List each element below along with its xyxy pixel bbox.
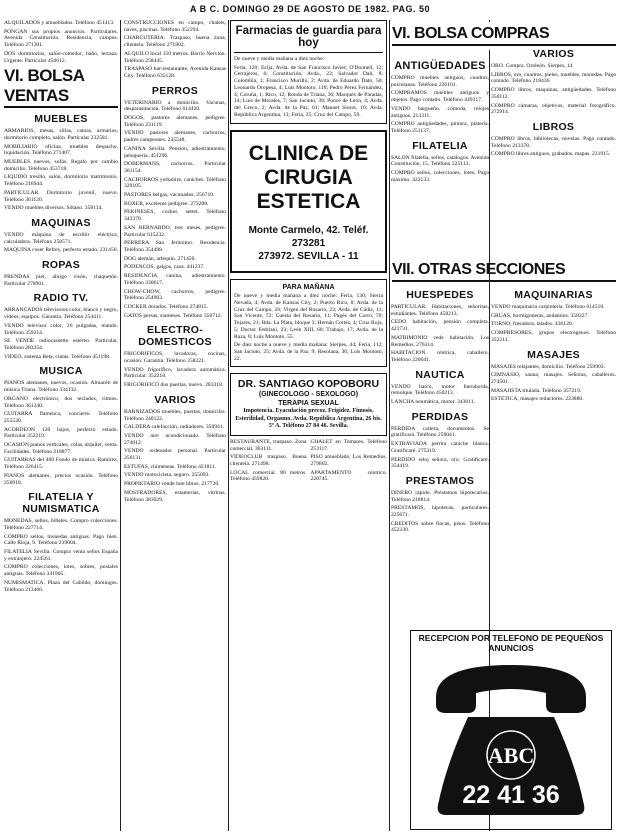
- classified-ad: COMPRO cámaras, objetivos, material fotográfico. 272914.: [491, 102, 616, 116]
- pharmacy-tomorrow-title: PARA MAÑANA: [282, 284, 335, 292]
- clinic-address: Monte Carmelo, 42. Teléf. 273281: [248, 225, 369, 250]
- classified-ad: ORO. Compra. Oroleón. Sierpes, 14.: [491, 63, 574, 69]
- classified-ad: TRASPASO bar-restaurante, Avenida Kansas City. Teléfono 635128.: [124, 66, 226, 79]
- column-5-lower: [491, 284, 616, 614]
- phone-number: 22 41 36: [462, 781, 560, 809]
- classified-ad: CHARCUTERIA. Traspaso, buena zona, clientela. Teléfono 271802.: [124, 35, 226, 49]
- classified-ad: MONEDAS, sellos, billetes. Compro colecciones. Teléfono 227714.: [4, 518, 118, 531]
- pharmacy-tomorrow-box: [230, 279, 387, 367]
- classified-ad: COMPRO libros antiguos, grabados, mapas. 231915.: [491, 151, 611, 158]
- classified-ad: COCKER dorados. Teléfono 274815.: [124, 303, 208, 310]
- clinic-address: 273972. SEVILLA - 11: [258, 251, 359, 263]
- classified-ad: COMPRO libros, bibliotecas, novelas. Pago contado. Teléfono 213378.: [491, 135, 616, 149]
- classified-ad: CEDO habitación, pensión completa. 421731.: [391, 319, 489, 333]
- classified-ad: TORNO, fresadora, taladro. 436120.: [491, 321, 574, 328]
- category-heading: VARIOS: [532, 48, 575, 60]
- phone-reception-box: [410, 630, 612, 830]
- classified-ad: VENDO aire acondicionado. Teléfono 274012.: [124, 432, 226, 446]
- classified-ad: CHOW-CHOW, cachorros, pedigree. Teléfono 254903.: [124, 288, 226, 302]
- classified-ad: PIANOS alemanes, precios ocasión. Teléfono 250918.: [4, 472, 118, 486]
- classified-ad: LIQUIDO tresillo, salón, dormitorio matrimonio. Teléfono 216944.: [4, 174, 118, 188]
- classified-ad: LANCHA neumática, motor. 343011.: [391, 399, 475, 406]
- classified-ad: LIBROS, oro, cuadros, pieles, muebles, monedas. Pago contado. Teléfono 218436.: [491, 71, 616, 85]
- classified-ad: VENDO barco, motor fueraborda, remolque. Teléfono 450213.: [391, 383, 489, 397]
- col1-top-ads: [4, 20, 118, 64]
- category-heading: FILATELIA Y NUMISMATICA: [22, 491, 100, 516]
- section-title-compras-wrap: [392, 22, 616, 50]
- classified-ad: ALQUILADOS y amueblados. Teléfono 451413.: [4, 20, 115, 26]
- classified-ad: OCASION pianos verticales, colas, alquiler, venta. Facilidades. Teléfono 218877.: [4, 442, 118, 455]
- category-heading: PRESTAMOS: [405, 474, 475, 487]
- classified-ad: MOSTRADORES, estanterías, vitrinas. Teléfono 383029.: [124, 489, 226, 503]
- classified-ad: NUMISMATICA. Plaza del Cabildo, domingos. Teléfono 213466.: [4, 579, 118, 593]
- classified-ad: COMPRO antigüedades, pintura, platería. Teléfono 251137.: [391, 121, 489, 134]
- column-rule: [120, 20, 121, 831]
- classified-ad: ARMARIOS, mesas, sillas, camas, armarios, dormitorio completo, salón. Particular 232581.: [4, 128, 118, 141]
- doctor-ad: [230, 373, 387, 436]
- classified-ad: PODENCOS, galgos, caza. 441237.: [124, 264, 205, 271]
- classified-ad: VENDO bargueño, cómoda, relojes antiguos. 213311.: [391, 105, 489, 119]
- classified-ad: PROPIETARIO vende lote libros. 217720.: [124, 481, 220, 488]
- category-heading: RADIO TV.: [33, 292, 89, 305]
- classified-ad: PERDIDO reloj señora, oro. Gratificaré. 354419.: [391, 456, 489, 470]
- abc-logo-text: ABC: [487, 743, 535, 768]
- classified-ad: BARNIZADOS muebles, puertas, domicilio. Teléfono 240122.: [124, 408, 226, 422]
- category-heading: PERDIDAS: [411, 410, 469, 423]
- classified-ad: PEKINESES, cocker, setter. Teléfono 343370.: [124, 209, 226, 223]
- classified-ad: FRIGORIFICOS, lavadoras, cocinas, ocasión. Garantía. Teléfono 358221.: [124, 351, 226, 365]
- classified-ad: MOBILIARIO oficina, muebles despacho, liquidación. Teléfono 271407.: [4, 143, 118, 157]
- clinic-title: CIRUGIA ESTETICA: [256, 166, 361, 214]
- category-heading: MAQUINAS: [31, 216, 91, 229]
- section-title-otras-secciones: VII. OTRAS SECCIONES: [392, 260, 616, 282]
- classified-ad: MASAJISTA titulada. Teléfono 357219.: [491, 387, 582, 394]
- column-2: [124, 20, 226, 831]
- classified-ad: SALON filatelia, sellos, catálogos. Avenida Constitución, 15. Teléfono 225113.: [391, 154, 489, 168]
- classified-ad: ARRANCADOS televisores color, blanco y negro, videos, equipos. Garantía. Teléfono 254411.: [4, 307, 118, 321]
- pharmacy-list: De nueve y media mañana a diez noche: Feria, 130; Sierra Nevada, 4; Avda. de Kansas City, 2; Puerto Rico, 8; Avda. de la Cruz del Campo, 26; Virgen del Rosario, 23; Avda. de Cádiz, 11; San Vicente, 72; Cuesta del Rosario, 11; Pagés del Corro, 70; Tejares, 21; Bda. La Plata, bloque 3; Hernán Cortés, 4; Cruz Roja, 5; Doctor Fedriani, 23; León XIII, 60; Trabajo, 17; Avda. de la Raza, 8; Luis Montoto, 55.: [234, 293, 383, 340]
- classified-ad: MATRIMONIO cede habitación. Los Remedios. 276314.: [391, 334, 489, 348]
- category-heading: MAQUINARIAS: [514, 289, 593, 301]
- classified-ad: VENDO maquinaria carpintería. Teléfono 614510.: [491, 304, 605, 310]
- classified-ad: FILATELIA Sevilla. Compra venta sellos España y extranjero. 224561.: [4, 549, 118, 562]
- column-5-upper: [491, 48, 616, 254]
- classified-ad: VENDO pastores alemanes, cachorros, padres campeones. 235548.: [124, 130, 226, 144]
- category-heading: ELECTRO-DOMESTICOS: [138, 324, 212, 349]
- phone-reception-label: RECEPCION POR TELEFONO DE PEQUEÑOS ANUNCIOS: [418, 633, 604, 653]
- classified-ad: CONSTRUCCIONES en campo, chalets, naves, piscinas. Teléfono 352294.: [124, 20, 226, 33]
- classified-ad: PISO amueblado, Los Remedios. 279802.: [310, 454, 387, 467]
- category-heading: MASAJES: [527, 348, 580, 361]
- classified-ad: FRIGORIFICO dos puertas, nuevo. 283318.: [124, 382, 224, 389]
- classified-ad: MAQUINA coser Refrey, perfecto estado. 231456.: [4, 247, 118, 254]
- classified-ad: ALQUILO local 150 metros. Barrio Nervión. Teléfono 258445.: [124, 50, 226, 64]
- classified-ad: SE VENDE radiocassette estéreo. Particular. Teléfono 283354.: [4, 338, 118, 351]
- classified-ad: HABITACION céntrica, caballero. Teléfono 220041.: [391, 350, 489, 363]
- section-title-bolsa-compras: VI. BOLSA COMPRAS: [392, 24, 616, 46]
- telephone-icon: [426, 655, 596, 820]
- pharmacy-intro: De nueve y media mañana a diez noche:: [234, 56, 325, 62]
- classified-ad: GATOS persas, siameses. Teléfono 350712.: [124, 312, 223, 319]
- section-title-bolsa-ventas: VI. BOLSA VENTAS: [4, 66, 118, 108]
- pharmacy-list: De diez noche a nueve y media mañana: Sierpes, 44; Feria, 112; San Jacinto, 25; Avda. de la Paz, 9; Resolana, 36; Luis Montoto, 22.: [234, 342, 383, 362]
- classified-ad: COMPRO muebles antiguos, cuadros, porcelanas. Teléfono 226101.: [391, 75, 489, 88]
- classified-ad: VIDEO, sistema Beta, cintas. Teléfono 451198.: [4, 353, 111, 360]
- category-heading: ANTIGÜEDADES: [394, 60, 486, 72]
- category-heading: HUESPEDES: [406, 289, 474, 301]
- classified-ad: VENDO motocicleta, seguro. 255093.: [124, 472, 210, 479]
- section-title-otras-wrap: [392, 258, 616, 286]
- category-heading: NAUTICA: [415, 368, 465, 381]
- classified-ad: VENDO ordenador personal. Particular 256131.: [124, 448, 226, 462]
- classified-ad: CACHORROS yorkshire, caniches. Teléfono 329105.: [124, 176, 226, 190]
- classified-ad: RESIDENCIA canina, adiestramiento. Teléfono 330617.: [124, 273, 226, 286]
- column-rule: [228, 20, 229, 831]
- classified-ad: COMPRESORES, grupos electrógenos. Teléfono 352211.: [491, 330, 616, 343]
- classified-ad: EXTRAVIADA perrita caniche blanca. Gratificaré. 275319.: [391, 441, 489, 454]
- doctor-therapy: TERAPIA SEXUAL: [278, 400, 339, 408]
- classified-ad: PRENDAS piel, abrigo visón, chaquetón. Particular 278901.: [4, 274, 118, 287]
- classified-ad: ESTUFAS, chimeneas. Teléfono 421811.: [124, 463, 217, 470]
- classified-ad: MUEBLES nuevos, sofás. Regalo por cambio domicilio. Teléfono 453718.: [4, 159, 118, 172]
- classified-ad: VENDO frigorífico, lavadora automática. Particular. 352218.: [124, 366, 226, 380]
- classified-ad: SAN BERNARDO, tres meses, pedigree. Particular 615232.: [124, 224, 226, 238]
- classified-ad: CHALET en Tomares. Teléfono 253117.: [310, 438, 387, 452]
- classified-ad: APARTAMENTO céntrico. 220745.: [310, 469, 387, 483]
- classified-ad: PRESTAMOS, hipotecas, particulares. 225671.: [391, 505, 489, 519]
- classified-ad: RESTAURANTE, traspaso. Zona comercial. 363111.: [230, 438, 307, 452]
- classified-ad: GUITARRA flamenca, concierto. Teléfono 255520.: [4, 411, 118, 424]
- classified-ad: DOS dormitorios, salón-comedor, baño, terraza. Urgente. Particular 450612.: [4, 50, 118, 64]
- classified-ad: ACORDEON 120 bajos, perfecto estado. Particular 352219.: [4, 426, 118, 440]
- classified-ad: PARTICULAR. Habitaciones, señoritas, estudiantes. Teléfono 458213.: [391, 304, 489, 317]
- classified-ad: VIDEOCLUB traspaso. Buena clientela. 271498.: [230, 454, 307, 467]
- classified-ad: VENDO máquina de escribir eléctrica, calculadora. Teléfono 258571.: [4, 231, 118, 245]
- classified-ad: VENDO televisor color, 26 pulgadas, mando. Teléfono 359214.: [4, 322, 118, 336]
- classified-ad: VETERINARIO a domicilio. Vacunas, desparasitación. Teléfono 614420.: [124, 99, 226, 113]
- classified-ad: DOGOS, pastores alemanes, pedigree. Teléfono 231119.: [124, 115, 226, 128]
- classified-ad: COMPRAMOS muebles antiguos y objetos. Pago contado. Teléfono 449317.: [391, 90, 489, 104]
- classified-ad: PERDIDA cartera, documentos. Se gratificará. Teléfono 256041.: [391, 425, 489, 439]
- col3-bottom-ads: [230, 439, 387, 485]
- classified-ad: PIANOS alemanes, nuevos, ocasión. Almacén de música Triana. Teléfono 334132.: [4, 380, 118, 394]
- category-heading: PERROS: [151, 84, 199, 97]
- page-header: A B C. DOMINGO 29 DE AGOSTO DE 1982. PAG. 50: [189, 4, 431, 14]
- handset-shape: [436, 665, 586, 713]
- doctor-name: DR. SANTIAGO KOPOBORU: [237, 378, 380, 391]
- classified-ad: COMPRO sellos, monedas antiguas. Pago bien. Calle Rioja, 9. Teléfono 219004.: [4, 533, 118, 547]
- classified-ad: LOCAL comercial. 80 metros. Teléfono 459820.: [230, 469, 307, 483]
- classified-ad: ORGANO electrónico, dos teclados, ritmos. Teléfono 361240.: [4, 395, 118, 409]
- classified-ad: PASTORES belgas, vacunados. 256710.: [124, 192, 215, 199]
- classified-ad: GRUAS, hormigoneras, andamios. 358227.: [491, 312, 589, 319]
- category-heading: MUSICA: [39, 365, 83, 378]
- category-heading: MUEBLES: [34, 113, 88, 126]
- doctor-specialty: (GINECOLOGO - SEXOLOGO): [258, 391, 359, 399]
- pharmacy-title: Farmacias de guardia para hoy: [234, 21, 383, 53]
- classified-ad: CANINA Sevilla. Pensión, adiestramiento, peluquería. 451296.: [124, 145, 226, 159]
- classified-ad: GIMNASIO, sauna, masajes. Señoras, caballeros. 274501.: [491, 372, 616, 385]
- column-rule: [389, 20, 390, 831]
- pharmacy-list: Feria, 120; Ecija, Avda. de San Francisco Javier; O'Donnell, 12; Cerrajeros, 6; Constitución, Avda., 22; Salvador Dalí, 8; Colombia, 1; Francisco Murillo, 2; Avda. de Eduardo Dato, 50; Leonardo Oropesa, 4; Luis Montoto, 118; Pedro Pérez Fernández, 4; Coruña, 1; Rico, 12; Ronda de Triana, 36; Marqués de Paradas, 14; Luis de Morales, 7; San Jacinto, 39; Ponce de León, 4; Avda. del Greco, 2; Avda. de la Paz, 61; Manuel Siurot, 16; Avda. República Argentina, 13; Feria, 35; Cruz del Campo, 59.: [234, 64, 383, 118]
- classified-ad: COMPRO colecciones, lotes, sobres, postales antiguas. Teléfono 341905.: [4, 564, 118, 578]
- classified-ad: BOXER, excelente pedigree. 273208.: [124, 200, 209, 207]
- classified-ad: ESTETICA, masajes reductores. 223880.: [491, 396, 584, 403]
- column-1: [4, 20, 118, 831]
- classified-ad: PONGAN sus propios anuncios. Particulares. Avenida Constitución. Residencia, campos. Teléfono 271301.: [4, 28, 118, 49]
- classified-ad: VENDO muebles diversos. Sótano. 358114.: [4, 205, 103, 212]
- clinic-title: CLINICA DE: [248, 142, 369, 166]
- classified-ad: COMPRO libros, máquinas, antigüedades. Teléfono 350112.: [491, 87, 616, 100]
- category-heading: ROPAS: [41, 259, 81, 272]
- clinic-ad: [230, 130, 387, 273]
- classified-ad: DOG alemán, arlequín. 271450.: [124, 255, 196, 262]
- classified-ad: PARTICULAR. Dormitorio juvenil, nuevo. Teléfono 361120.: [4, 189, 118, 203]
- pharmacy-box: [230, 20, 387, 124]
- classified-ad: MASAJES relajantes, domicilio. Teléfono 259903.: [491, 363, 606, 370]
- classified-ad: PERRERA San Jerónimo. Residencia. Teléfono 354498.: [124, 240, 226, 253]
- category-heading: LIBROS: [532, 120, 575, 133]
- classified-ad: CREDITOS sobre fincas, pisos. Teléfono 452230.: [391, 520, 489, 534]
- classified-ad: DOBERMANS, cachorros. Particular 361154.: [124, 161, 226, 174]
- column-3: [230, 20, 387, 831]
- category-heading: VARIOS: [154, 393, 196, 406]
- classified-ad: COMPRO sellos, colecciones, lotes. Pago máximo. 422133.: [391, 170, 489, 183]
- classified-ad: CALDERA calefacción, radiadores. 350941.: [124, 424, 225, 431]
- category-heading: FILATELIA: [412, 139, 468, 152]
- classified-ad: DINERO rápido. Préstamos hipotecarios. Teléfono 218814.: [391, 489, 489, 503]
- classified-ad: GUITARRAS del 400 Fondo de música. Ramírez, Teléfono 226415.: [4, 457, 118, 471]
- doctor-text: Impotencia. Eyaculación precoz. Frigidez. Fimosis, Esterilidad, Orgasmo. Avda. República Argentina, 26 bis. 5º A. Teléfono 27 84 46. Sevilla.: [235, 408, 382, 430]
